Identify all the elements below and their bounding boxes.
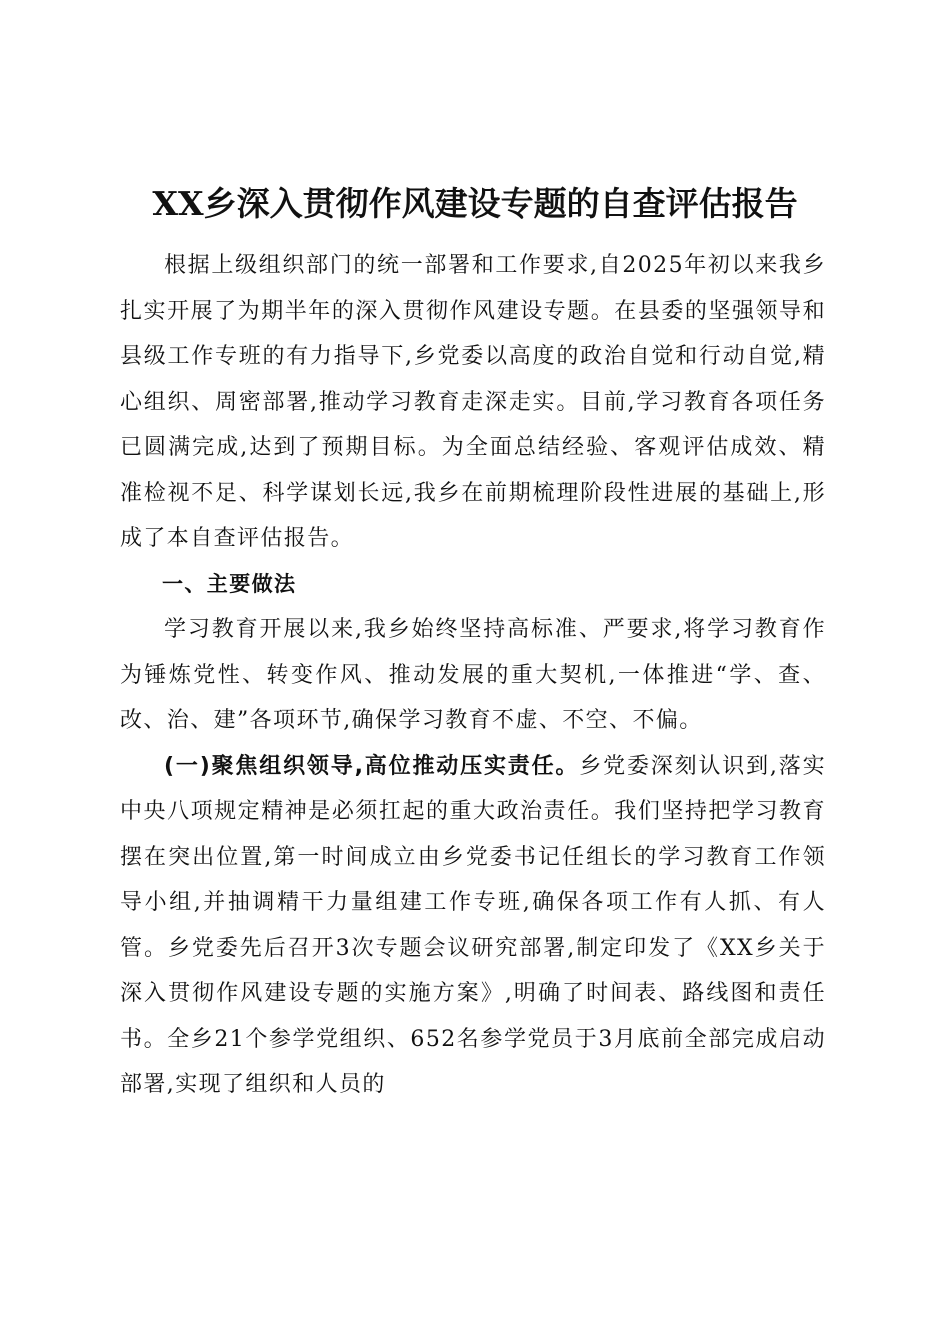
section-overview-paragraph: 学习教育开展以来,我乡始终坚持高标准、严要求,将学习教育作为锤炼党性、转变作风、推动发展的重大契机,一体推进“学、查、改、治、建”各项环节,确保学习教育不虚、不空、不偏。 — [120, 617, 826, 733]
subsection-lead: (一)聚焦组织领导,高位推动压实责任。 — [164, 753, 580, 779]
subsection-text: 乡党委深刻认识到,落实中央八项规定精神是必须扛起的重大政治责任。我们坚持把学习教育摆在突出位置,第一时间成立由乡党委书记任组长的学习教育工作领导小组,并抽调精干力量组建工作专班,确保各项工作有人抓、有人管。乡党委先后召开3次专题会议研究部署,制定印发了《XX乡关于深入贯彻作风建设专题的实施方案》,明确了时间表、路线图和责任书。全乡21个参学党组织、652名参学党员于3月底前全部完成启动部署,实现了组织和人员的 — [120, 753, 826, 1097]
document-title: XX乡深入贯彻作风建设专题的自查评估报告 — [152, 184, 798, 223]
subsection-paragraph — [120, 744, 826, 1108]
intro-paragraph: 根据上级组织部门的统一部署和工作要求,自2025年初以来我乡扎实开展了为期半年的深入贯彻作风建设专题。在县委的坚强领导和县级工作专班的有力指导下,乡党委以高度的政治自觉和行动自觉,精心组织、周密部署,推动学习教育走深走实。目前,学习教育各项任务已圆满完成,达到了预期目标。为全面总结经验、客观评估成效、精准检视不足、科学谋划长远,我乡在前期梳理阶段性进展的基础上,形成了本自查评估报告。 — [120, 253, 826, 551]
section-heading: 一、主要做法 — [162, 571, 297, 596]
document-body — [120, 243, 826, 1108]
